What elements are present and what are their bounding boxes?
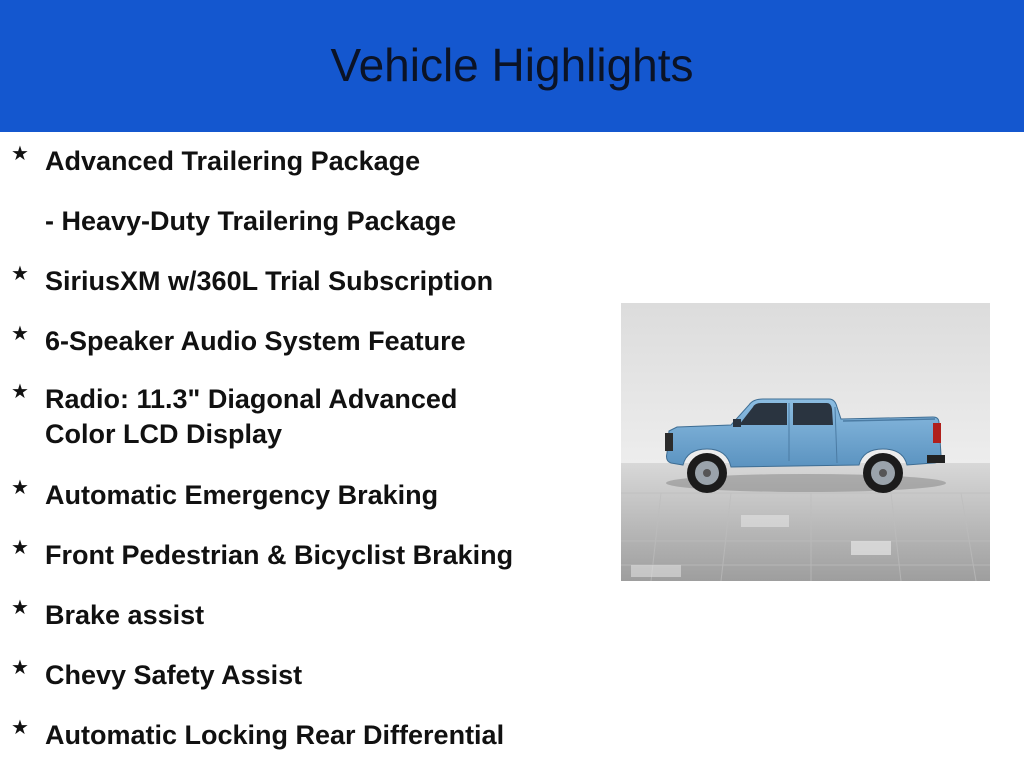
- list-item-text: Chevy Safety Assist: [45, 660, 303, 690]
- star-icon: ★: [11, 477, 29, 499]
- list-item-text: Brake assist: [45, 600, 205, 630]
- pickup-truck-photo: [621, 303, 990, 581]
- vehicle-photo: [621, 303, 990, 581]
- star-icon: ★: [11, 537, 29, 559]
- star-icon: ★: [11, 143, 29, 165]
- list-item-text: Automatic Locking Rear Differential: [45, 720, 505, 750]
- list-item-text: Advanced Trailering Package: [45, 146, 421, 176]
- list-item-text: Automatic Emergency Braking: [45, 480, 439, 510]
- list-item-text: 6-Speaker Audio System Feature: [45, 326, 466, 356]
- star-icon: ★: [11, 323, 29, 345]
- star-icon: ★: [11, 657, 29, 679]
- header-banner: [0, 0, 1024, 132]
- star-icon: ★: [11, 717, 29, 739]
- star-icon: ★: [11, 597, 29, 619]
- star-icon: ★: [11, 381, 29, 403]
- page-title: Vehicle Highlights: [330, 39, 694, 91]
- list-item-text: SiriusXM w/360L Trial Subscription: [45, 266, 494, 296]
- list-item-text: Front Pedestrian & Bicyclist Braking: [45, 540, 514, 570]
- star-icon: ★: [11, 263, 29, 285]
- list-item-text: Radio: 11.3" Diagonal Advanced Color LCD Display: [45, 384, 458, 449]
- list-item-text: - Heavy-Duty Trailering Package: [45, 206, 457, 236]
